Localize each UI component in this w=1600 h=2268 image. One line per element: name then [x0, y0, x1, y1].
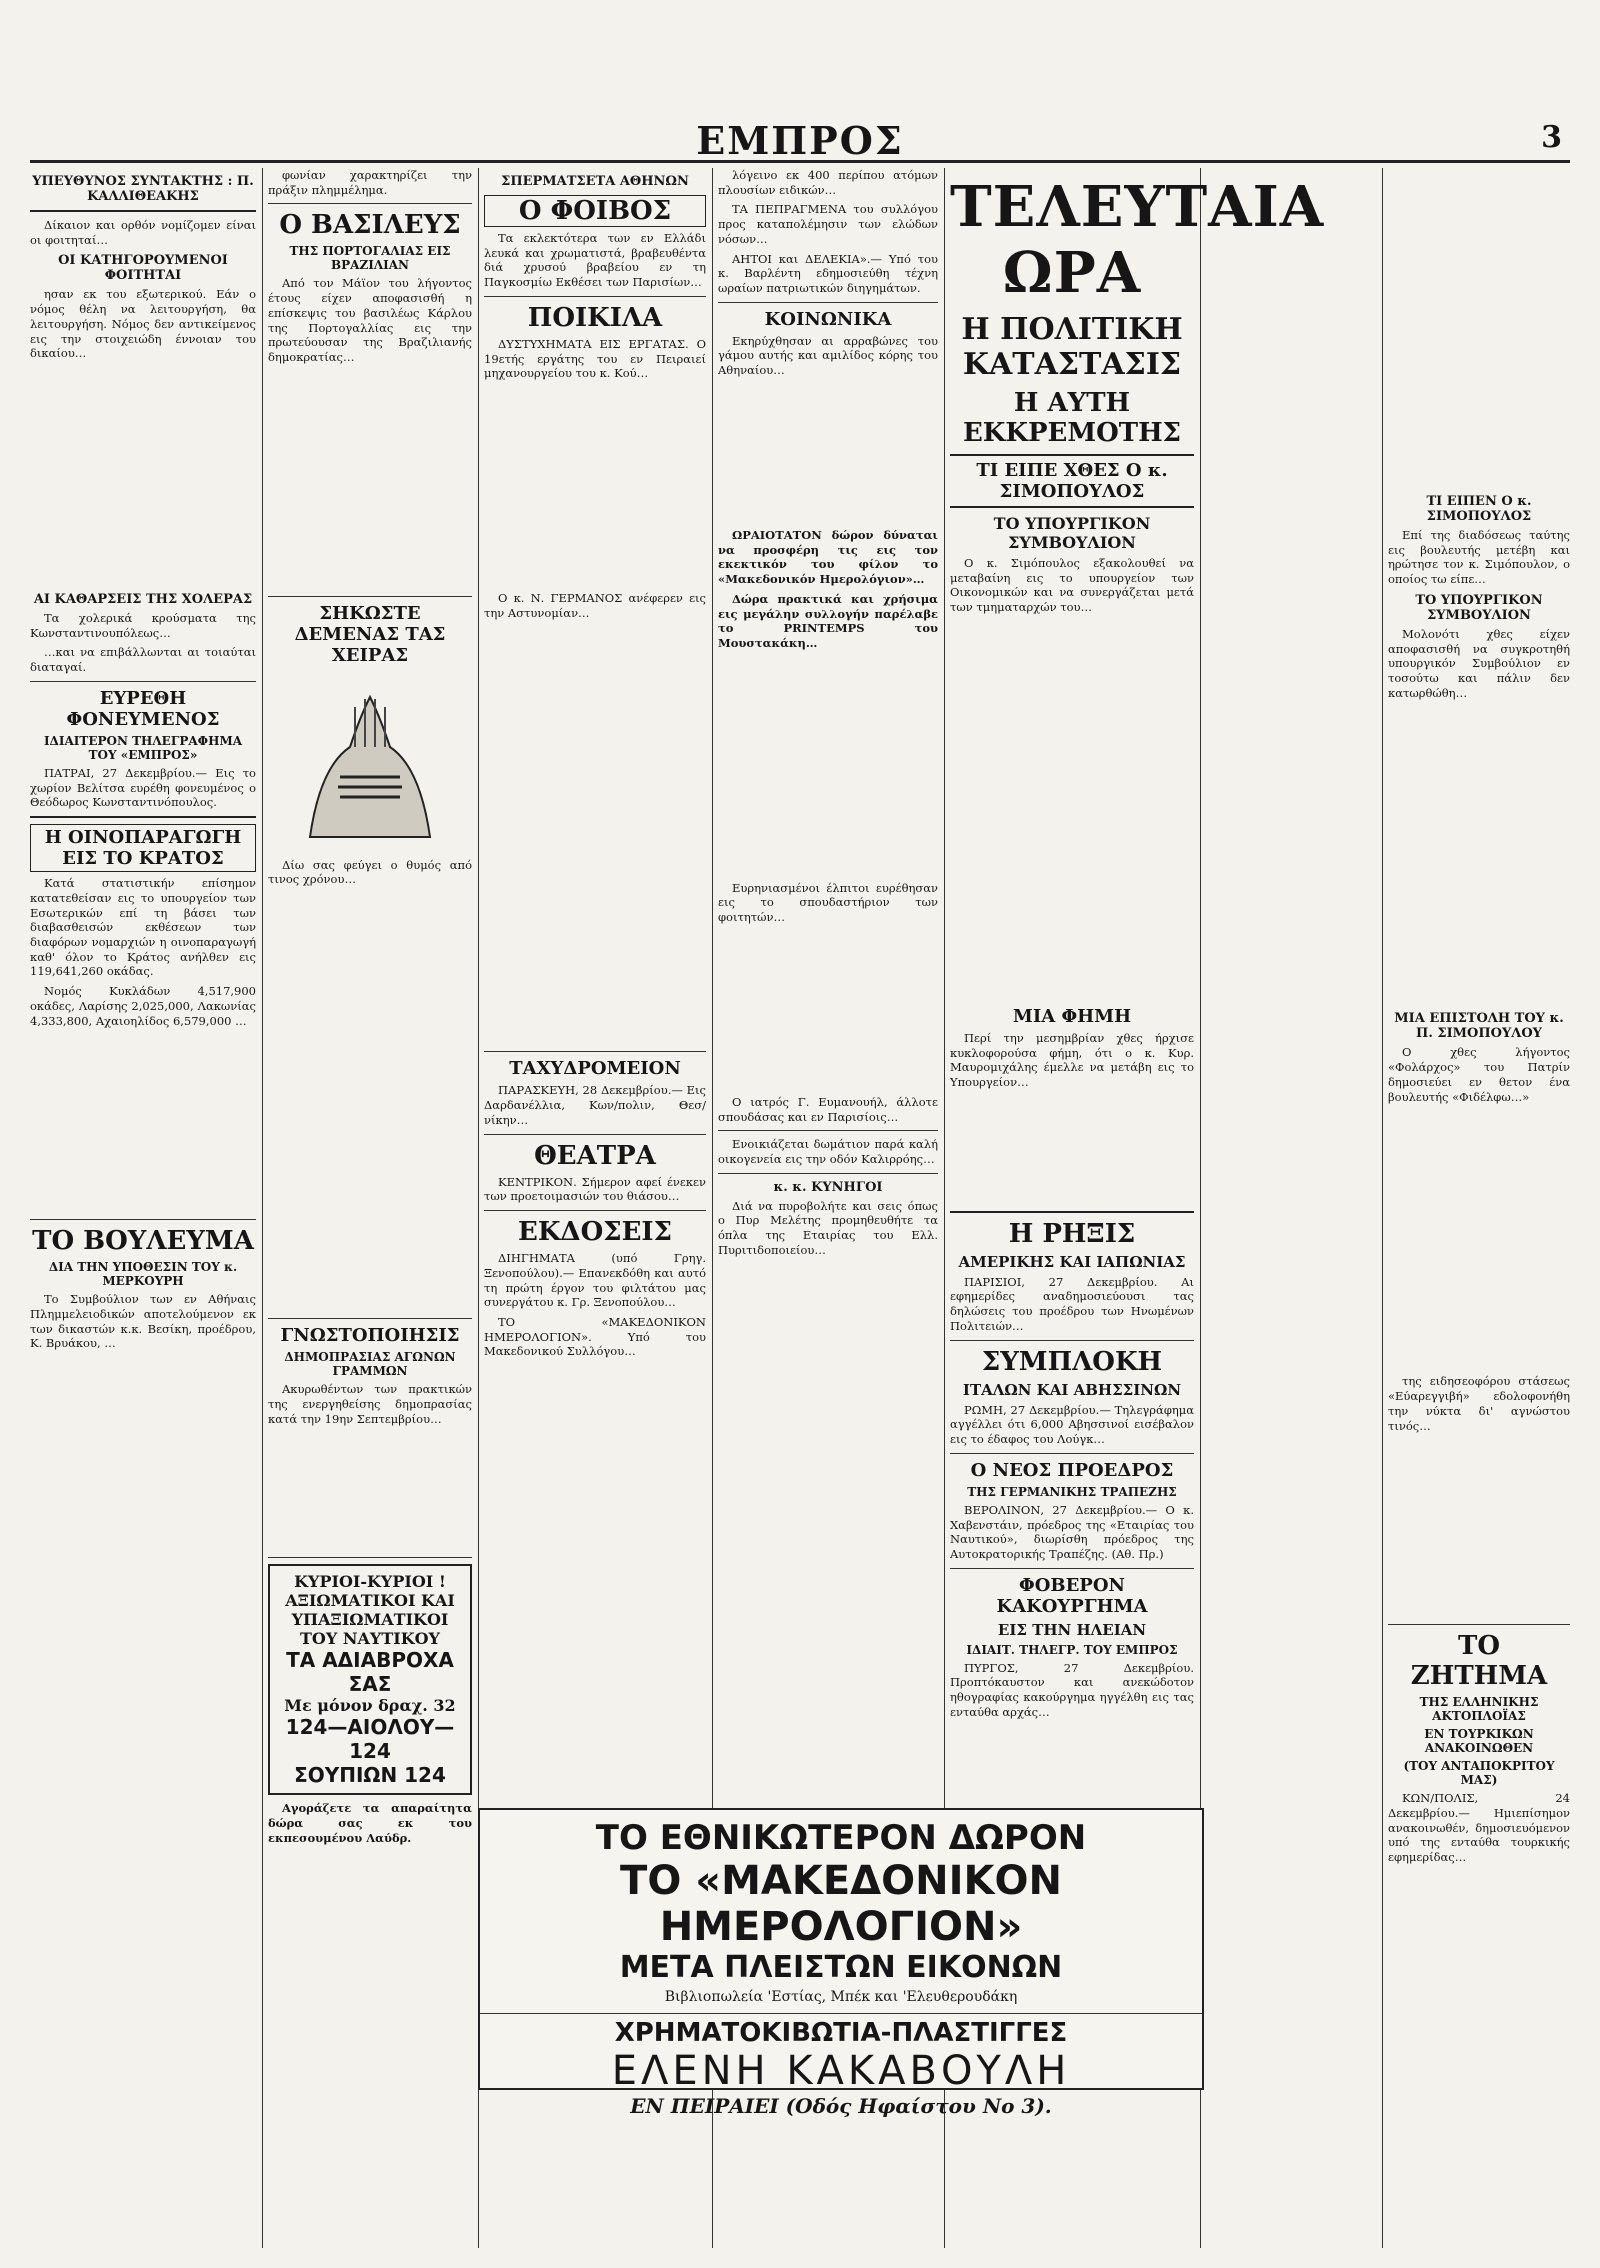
article-text: ΠΑΡΙΣΙΟΙ, 27 Δεκεμβρίου. Αι εφημερίδες αναδημοσιεύουσι τας δηλώσεις του προέδρου των Ηνωμένων Πολιτειών… [950, 1274, 1194, 1333]
article-text: …και να επιβάλλωνται αι τοιαύται διαταγαί. [30, 645, 256, 675]
ad-address: ΣΟΥΠΙΩΝ 124 [294, 1763, 446, 1788]
article-text: λόγεινο εκ 400 περίπου ατόμων πλουσίων ειδικών… [718, 168, 938, 197]
article-subheading: ΤΗΣ ΓΕΡΜΑΝΙΚΗΣ ΤΡΑΠΕΖΗΣ [967, 1484, 1177, 1499]
article-text-body [268, 370, 472, 590]
article-heading: ΜΙΑ ΕΠΙΣΤΟΛΗ ΤΟΥ κ. Π. ΣΙΜΟΠΟΥΛΟΥ [1394, 1011, 1564, 1042]
article-heading: ΘΕΑΤΡΑ [534, 1140, 656, 1171]
article-text-body [268, 892, 472, 1312]
byline: ΥΠΕΥΘΥΝΟΣ ΣΥΝΤΑΚΤΗΣ : Π. ΚΑΛΛΙΘΕΑΚΗΣ [32, 174, 254, 204]
article-heading: ΠΟΙΚΙΛΑ [527, 302, 663, 333]
ad-line: ΕΛΕΝΗ ΚΑΚΑΒΟΥΛΗ [611, 2048, 1071, 2094]
article-heading: Ο ΦΟΙΒΟΣ [484, 195, 706, 227]
article-text: Ευρηνιασμένοι έλπιτοι ευρέθησαν εις το σπουδαστήριον των φοιτητών… [718, 880, 938, 925]
article-text: Τα εκλεκτότερα των εν Ελλάδι λευκά και χρωματιστά, βραβευθέντα διά χρυσού βραβείου εν τη Παγκοσμίω Εκθέσει των Παρισίων… [484, 231, 706, 290]
article-heading: ΓΝΩΣΤΟΠΟΙΗΣΙΣ [280, 1325, 460, 1347]
article-text: Ενοικιάζεται δωμάτιον παρά καλή οικογενεία εις την οδόν Καλιρρόης… [718, 1137, 938, 1166]
article-subheading: (ΤΟΥ ΑΝΤΑΠΟΚΡΙΤΟΥ ΜΑΣ) [1403, 1759, 1555, 1788]
divider [950, 1340, 1194, 1341]
divider [484, 1051, 706, 1052]
ad-line: ΑΞΙΩΜΑΤΙΚΟΙ ΚΑΙ ΥΠΑΞΙΩΜΑΤΙΚΟΙ [285, 1591, 455, 1630]
ad-heading: ΚΥΡΙΟΙ-ΚΥΡΙΟΙ ! [294, 1572, 446, 1592]
article-subheading: ΑΜΕΡΙΚΗΣ ΚΑΙ ΙΑΠΩΝΙΑΣ [958, 1252, 1186, 1271]
column-6 [1388, 168, 1570, 2248]
divider [718, 1130, 938, 1131]
article-heading: ΤΟ ΥΠΟΥΡΓΙΚΟΝ ΣΥΜΒΟΥΛΙΟΝ [1415, 592, 1543, 623]
divider [718, 302, 938, 303]
article-text: ΔΙΗΓΗΜΑΤΑ (υπό Γρηγ. Ξενοπούλου).— Επανεκδόθη και αυτό τη πρώτη έργον του φιλτάτου μας συνεργάτου κ. Γρ. Ξενοπούλου… [484, 1251, 706, 1310]
article-text-body [30, 1033, 256, 1213]
article-text: Νομός Κυκλάδων 4,517,900 οκάδες, Λαρίσης 2,025,000, Λακωνίας 4,333,800, Αχαιοηλίδος 6,579,000 … [30, 984, 256, 1028]
article-heading: ΕΥΡΕΘΗ ΦΟΝΕΥΜΕΝΟΣ [66, 687, 220, 730]
article-text: φωνίαν χαρακτηρίζει την πράξιν πλημμέλημα. [268, 168, 472, 197]
ad-line: ΤΟ «ΜΑΚΕΔΟΝΙΚΟΝ ΗΜΕΡΟΛΟΓΙΟΝ» [620, 1858, 1062, 1950]
article-text-body [950, 620, 1194, 1000]
divider [30, 816, 256, 818]
masthead-rule [30, 160, 1570, 163]
article-subheading: ΕΙΣ ΤΗΝ ΗΛΕΙΑΝ [997, 1620, 1147, 1639]
page-number: 3 [1541, 120, 1562, 155]
article-text-body [1388, 1438, 1570, 1618]
article-text: Επί της διαδόσεως ταύτης εις βουλευτής μετέβη και ηρώτησε τον κ. Σιμόπουλον, ο οποίος τω είπε… [1388, 528, 1570, 587]
article-text: Το Συμβούλιον των εν Αθήναις Πλημμελειοδικών αποτελούμενον εκ των δικαστών κ.κ. Βεσίκη, προέδρου, Κ. Βρυάκου, … [30, 1292, 256, 1351]
main-subheadline: ΤΟ ΥΠΟΥΡΓΙΚΟΝ ΣΥΜΒΟΥΛΙΟΝ [993, 514, 1151, 552]
article-text: Εκηρύχθησαν αι αρραβώνες του γάμου αυτής και αμιλίδος κόρης του Αθηναίου… [718, 333, 938, 378]
calendar-advertisement [478, 1808, 1204, 2118]
masthead [30, 118, 1570, 166]
article-text: Τα χολερικά κρούσματα της Κωνσταντινουπόλεως… [30, 611, 256, 640]
newspaper-title: ΕΜΠΡΟΣ [696, 118, 904, 163]
article-text-body [718, 656, 938, 876]
article-text: Ο κ. Σιμόπουλος εξακολουθεί να μεταβαίνη εις το υπουργείον των Οικονομικών και να συνεργάζεται μετά των τμηματαρχών του… [950, 556, 1194, 615]
divider [484, 1210, 706, 1211]
article-subheading: ΙΔΙΑΙΤ. ΤΗΛΕΓΡ. ΤΟΥ ΕΜΠΡΟΣ [966, 1642, 1178, 1657]
article-subheading: ΕΝ ΤΟΥΡΚΙΚΩΝ ΑΝΑΚΟΙΝΩΘΕΝ [1424, 1727, 1534, 1756]
ad-price: Με μόνον δραχ. 32 [284, 1696, 456, 1716]
article-text: ΤΑ ΠΕΠΡΑΓΜΕΝΑ του συλλόγου προς καταπολέμησιν των ελώδων νόσων… [718, 202, 938, 246]
article-text: Ο χθες λήγοντος «Φολάρχος» του Πατρίν δημοσιεύει εν θετον ένα βουλευτής «Φιδέλφω…» [1388, 1045, 1570, 1104]
article-text: Διά να πυροβολήτε και σεις όπως ο Πυρ Μελέτης προμηθευθήτε τα όπλα της Εταιρίας του Ελλ. Πυριτιδοποιείου… [718, 1198, 938, 1257]
article-text: ΒΕΡΟΛΙΝΟΝ, 27 Δεκεμβρίου.— Ο κ. Χαβενστάιν, πρόεδρος της «Εταιρίας του Ναυτικού», διωρίσθη πρόεδρος της Αυτοκρατορικής Τραπέζης. (Αθ. Πρ.) [950, 1502, 1194, 1561]
article-text: ησαν εκ του εξωτερικού. Εάν ο νόμος θέλη να λειτουργήση, θα λειτουργήση. Νόμος δεν αντικείμενος εις την στοιχειώδη έννοιαν του δικαίου… [30, 287, 256, 361]
divider [30, 1219, 256, 1220]
article-text-body [950, 1095, 1194, 1205]
article-subheading: ΤΗΣ ΠΟΡΤΟΓΑΛΙΑΣ ΕΙΣ ΒΡΑΖΙΛΙΑΝ [289, 244, 451, 273]
divider [484, 1134, 706, 1135]
article-heading: ΕΚΔΟΣΕΙΣ [518, 1217, 672, 1248]
article-text-body [484, 625, 706, 1045]
article-heading: Η ΡΗΞΙΣ [1008, 1218, 1136, 1249]
article-heading: ΦΟΒΕΡΟΝ ΚΑΚΟΥΡΓΗΜΑ [996, 1574, 1148, 1617]
column-rule [1382, 168, 1383, 2248]
article-text: Δίκαιον και ορθόν νομίζομεν είναι οι φοιτηταί… [30, 218, 256, 247]
main-headline: ΤΕΛΕΥΤΑΙΑ ΩΡΑ [950, 174, 1325, 306]
divider [950, 1453, 1194, 1454]
article-text: Δώρα πρακτικά και χρήσιμα εις μεγάλην συλλογήν παρέλαβε το PRINTEMPS του Μουστακάκη… [718, 591, 938, 650]
article-subheading: ΔΗΜΟΠΡΑΣΙΑΣ ΑΓΩΝΩΝ ΓΡΑΜΜΩΝ [284, 1350, 456, 1379]
column-4 [718, 168, 938, 1804]
article-text: Αγοράζετε τα απαραίτητα δώρα σας εκ του εκπεσουμένου Λαύδρ. [268, 1801, 472, 1845]
article-text: Ο ιατρός Γ. Ευμανουήλ, άλλοτε σπουδάσας και εν Παρισίοις… [718, 1094, 938, 1124]
ad-line: Βιβλιοπωλεία 'Εστίας, Μπέκ και 'Ελευθερουδάκη [664, 1989, 1018, 2005]
article-text-body [1388, 1109, 1570, 1369]
article-heading: Η ΟΙΝΟΠΑΡΑΓΩΓΗ ΕΙΣ ΤΟ ΚΡΑΤΟΣ [30, 824, 256, 872]
divider [950, 1568, 1194, 1569]
column-rule [262, 168, 263, 2248]
article-text: ΚΩΝ/ΠΟΛΙΣ, 24 Δεκεμβρίου.— Ημιεπίσημον ανακοινωθέν, δημοσιευόμενον υπό της ενταύθα τουρκικής εφημερίδας… [1388, 1791, 1570, 1865]
article-text: Από τον Μάϊον του λήγοντος έτους είχεν αποφασισθή η επίσκεψις του βασιλέως Κάρλου της Πορτογαλλίας εις την πρωτεύουσαν της Βραζιλιανής δημοκρατίας… [268, 276, 472, 365]
ad-line: ΤΟ ΕΘΝΙΚΩΤΕΡΟΝ ΔΩΡΟΝ [595, 1818, 1087, 1858]
article-text: της ειδησεοφόρου στάσεως «Εύαρεγγιβή» εδολοφονήθη την νύκτα δι' αγνώστου τινός… [1388, 1374, 1570, 1433]
divider [718, 1173, 938, 1174]
divider [268, 596, 472, 597]
article-text-body [484, 386, 706, 586]
article-heading: ΤΟ ΖΗΤΗΜΑ [1410, 1631, 1548, 1692]
article-heading: Ο ΝΕΟΣ ΠΡΟΕΔΡΟΣ [970, 1459, 1174, 1481]
divider [1388, 1624, 1570, 1625]
article-heading: ΜΙΑ ΦΗΜΗ [1012, 1005, 1132, 1027]
divider [30, 681, 256, 682]
article-text-body [1388, 705, 1570, 1005]
divider [268, 1557, 472, 1558]
article-text: Δίω σας φεύγει ο θυμός από τινος χρόνου… [268, 857, 472, 887]
article-text: Μολονότι χθες είχεν αποφασισθή να συγκροτηθή υπουργικόν Συμβούλιον εν τοσούτω και πάλιν δεν κατωρθώθη… [1388, 626, 1570, 700]
divider [268, 203, 472, 204]
article-text-body [268, 1431, 472, 1551]
article-text: Κατά στατιστικήν επίσημον κατατεθείσαν εις το υπουργείον των Εσωτερικών επί τη βάσει των διαβασθεισών εκθέσεων των διαφόρων νομαρχιών η οινοπαραγωγή καθ' όλον το Κράτος ανήλθεν εις 119,641,260 οκάδας. [30, 876, 256, 979]
divider [484, 296, 706, 297]
article-subheading: ΔΙΑ ΤΗΝ ΥΠΟΘΕΣΙΝ ΤΟΥ κ. ΜΕΡΚΟΥΡΗ [48, 1260, 238, 1289]
main-subheadline: ΤΙ ΕΙΠΕ ΧΘΕΣ Ο κ. ΣΙΜΟΠΟΥΛΟΣ [950, 454, 1194, 508]
article-text: ΠΥΡΓΟΣ, 27 Δεκεμβρίου. Προπτόκαυστον και ανεκώδοτον ηθογραφίας κακούργημα ηγγέλθη εις τας ενταύθα αρχάς… [950, 1660, 1194, 1719]
article-subheading: ΤΗΣ ΕΛΛΗΝΙΚΗΣ ΑΚΤΟΠΛΟΪΑΣ [1419, 1695, 1539, 1724]
divider [30, 210, 256, 212]
article-heading: ΣΥΜΠΛΟΚΗ [981, 1346, 1163, 1377]
main-subheadline: Η ΠΟΛΙΤΙΚΗ ΚΑΤΑΣΤΑΣΙΣ [961, 312, 1183, 382]
column-2 [268, 168, 472, 2248]
ad-line: ΕΝ ΠΕΙΡΑΙΕΙ (Οδός Ηφαίστου Νο 3). [630, 2094, 1052, 2118]
article-heading: ΑΙ ΚΑΘΑΡΣΕΙΣ ΤΗΣ ΧΟΛΕΡΑΣ [33, 592, 253, 608]
article-text: ΡΩΜΗ, 27 Δεκεμβρίου.— Τηλεγράφημα αγγέλλει ότι 6,000 Αβησσινοί εισέβαλον εις το έδαφος του Λούγκ… [950, 1402, 1194, 1447]
article-heading: κ. κ. ΚΥΝΗΓΟΙ [773, 1179, 883, 1195]
article-text: ΔΥΣΤΥΧΗΜΑΤΑ ΕΙΣ ΕΡΓΑΤΑΣ. Ο 19ετής εργάτης του εν Πειραιεί μηχανουργείου του κ. Κού… [484, 336, 706, 381]
article-text: ΑΗΤΟΙ και ΔΕΛΕΚΙΑ».— Υπό του κ. Βαρλέντη εδημοσιεύθη τέχνη ωραίων πατριωτικών διηγημάτων. [718, 251, 938, 296]
column-1 [30, 168, 256, 2248]
article-heading: ΣΗΚΩΣΤΕ ΔΕΜΕΝΑΣ ΤΑΣ ΧΕΙΡΑΣ [294, 602, 446, 666]
article-text: Περί την μεσημβρίαν χθες ήρχισε κυκλοφορούσα φήμη, ότι ο κ. Κυρ. Μαυρομιχάλης έμελλε να μετάβη εις το Υπουργείον… [950, 1030, 1194, 1090]
ad-line: ΤΑ ΑΔΙΑΒΡΟΧΑ ΣΑΣ [286, 1648, 454, 1697]
article-text: ΠΑΡΑΣΚΕΥΗ, 28 Δεκεμβρίου.— Εις Δαρδανέλλια, Κων/πολιν, Θεσ/νίκην… [484, 1083, 706, 1127]
article-text: ΠΑΤΡΑΙ, 27 Δεκεμβρίου.— Εις το χωρίον Βελίτσα ευρέθη φονευμένος ο Θεόδωρος Κωνσταντινόπουλος. [30, 765, 256, 810]
divider [268, 1318, 472, 1319]
main-subheadline: Η ΑΥΤΗ ΕΚΚΡΕΜΟΤΗΣ [962, 388, 1182, 448]
article-heading: ΤΑΧΥΔΡΟΜΕΙΟΝ [509, 1058, 681, 1080]
article-heading: ΟΙ ΚΑΤΗΓΟΡΟΥΜΕΝΟΙ ΦΟΙΤΗΤΑΙ [58, 253, 228, 284]
article-heading: ΣΠΕΡΜΑΤΣΕΤΑ ΑΘΗΝΩΝ [501, 174, 689, 189]
article-text: ΤΟ «ΜΑΚΕΔΟΝΙΚΟΝ ΗΜΕΡΟΛΟΓΙΟΝ». Υπό του Μακεδονικού Συλλόγου… [484, 1314, 706, 1359]
article-text: Ακυρωθέντων των πρακτικών της ενεργηθείσης δημοπρασίας κατά την 19ην Σεπτεμβρίου… [268, 1382, 472, 1426]
article-text: ΩΡΑΙΟΤΑΤΟΝ δώρον δύναται να προσφέρη τις εις τον εκεκτικόν του φίλον το «Μακεδονικόν Ημερολόγιον»… [718, 527, 938, 587]
bound-hands-illustration [268, 672, 472, 852]
article-heading: Ο ΒΑΣΙΛΕΥΣ [279, 210, 461, 241]
ad-line: ΧΡΗΜΑΤΟΚΙΒΩΤΙΑ-ΠΛΑΣΤΙΓΓΕΣ [480, 2013, 1202, 2048]
ad-line: ΜΕΤΑ ΠΛΕΙΣΤΩΝ ΕΙΚΟΝΩΝ [619, 1950, 1063, 1985]
ad-line: ΤΟΥ ΝΑΥΤΙΚΟΥ [300, 1629, 440, 1649]
article-text-body [718, 383, 938, 523]
divider [950, 1211, 1194, 1213]
article-text-body [718, 930, 938, 1090]
article-heading: ΤΟ ΒΟΥΛΕΥΜΑ [32, 1226, 254, 1257]
raincoat-advertisement [268, 1564, 472, 1795]
article-text: Ο κ. Ν. ΓΕΡΜΑΝΟΣ ανέφερεν εις την Αστυνομίαν… [484, 591, 706, 620]
headline-spacer [1388, 168, 1570, 488]
article-heading: ΤΙ ΕΙΠΕΝ Ο κ. ΣΙΜΟΠΟΥΛΟΣ [1426, 494, 1532, 524]
column-3 [484, 168, 706, 1804]
article-heading: ΚΟΙΝΩΝΙΚΑ [764, 308, 892, 330]
article-text: ΚΕΝΤΡΙΚΟΝ. Σήμερον αφεί ένεκεν των προετοιμασιών του θιάσου… [484, 1174, 706, 1204]
article-subheading: ΙΔΙΑΙΤΕΡΟΝ ΤΗΛΕΓΡΑΦΗΜΑ ΤΟΥ «ΕΜΠΡΟΣ» [43, 733, 243, 762]
article-subheading: ΙΤΑΛΩΝ ΚΑΙ ΑΒΗΣΣΙΝΩΝ [962, 1380, 1182, 1399]
ad-address: 124—ΑΙΟΛΟΥ—124 [285, 1715, 455, 1764]
article-text-body [30, 366, 256, 586]
